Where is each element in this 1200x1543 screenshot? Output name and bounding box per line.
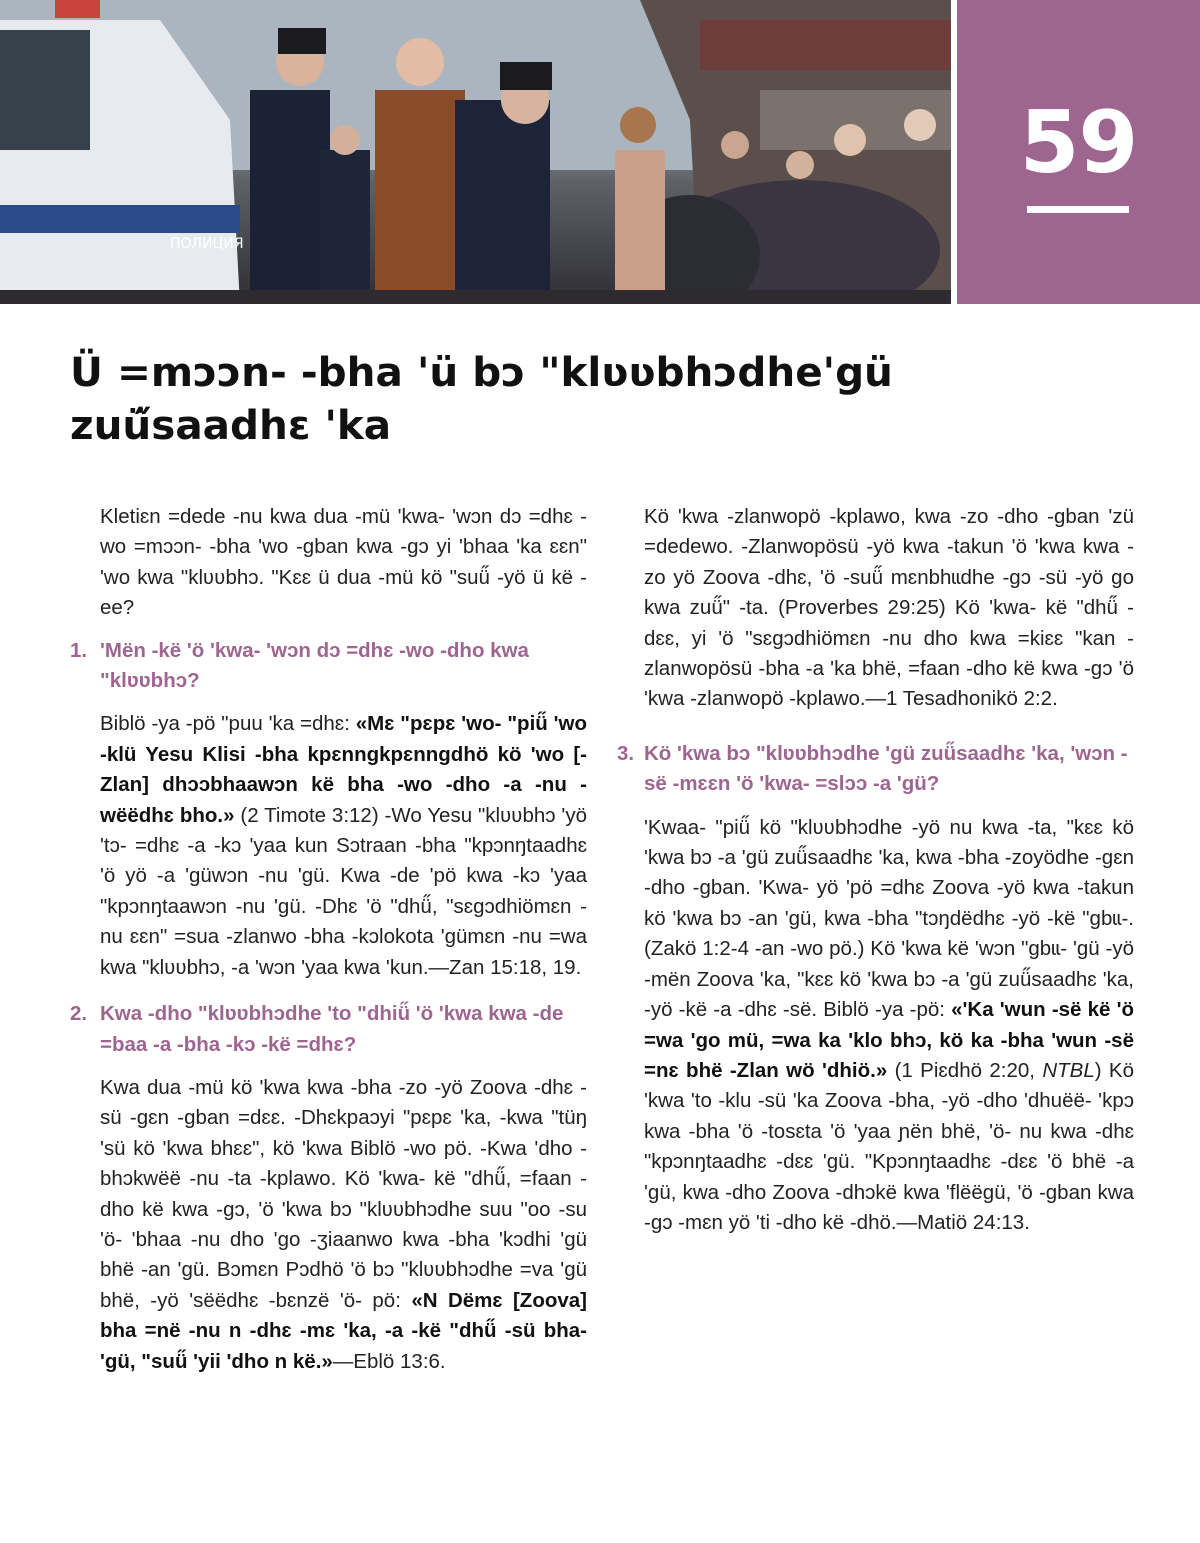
answer-3-rest: ) Kö 'kwa 'to -klu -sü 'ka Zoova -bha, -yö -dho 'dhuëë- 'kpɔ kwa -bha 'ö -tosɛta 'ö 'yaa ɲën bhë, 'ö- nu kwa -dhɛ "kpɔnŋtaadhɛ -dɛɛ 'gü. "Kpɔnŋtaadhɛ -dɛɛ 'ö bhë -a 'gü, kwa -dho Zoova -dhɔkë kwa 'flëëgü, 'ö -gban kwa -gɔ -mɛn yö 'ti -dho kë -dhö.—Matiö 24:13. (644, 1058, 1134, 1234)
answer-3-paragraph (617, 813, 1134, 1239)
question-2-number: 2. (70, 1002, 88, 1026)
answer-2-paragraph (70, 1073, 587, 1377)
header-photo (0, 0, 951, 304)
answer-3-citation: (1 Piɛdhö 2:20, (887, 1058, 1043, 1082)
lesson-title-line-1: Ü =mɔɔn- -bha 'ü bɔ "klʋʋbhɔdhe'gü (70, 348, 893, 396)
answer-3-quote: «'Ka 'wun -së kë 'ö =wa 'go mü, =wa ka 'klo bhɔ, kö ka -bha 'wun -së =nɛ bhë -Zlan wö 'dhiö.» (644, 998, 1134, 1082)
lesson-title (70, 346, 1130, 452)
question-1-number: 1. (70, 638, 88, 662)
arrest-photo-icon (0, 0, 951, 304)
answer-3-lead: 'Kwaa- "piü̋ kö "klʋʋbhɔdhe -yö nu kwa -ta, "kɛɛ kö 'kwa bɔ -a 'gü zuü̋saadhɛ 'ka, kwa -bha -zoyödhe -gɛn -dho -gban. 'Kwa- yö 'pö =dhɛ Zoova -yö kwa -takun kö 'kwa bɔ -an 'gü, kwa -bha "tɔŋdëdhɛ -yö -kë "gbɩɩ-. (Zakö 1:2-4 -an -wo pö.) Kö 'kwa kë 'wɔn "gbɩɩ- 'gü -yö -mën Zoova 'ka, "kɛɛ kö 'kwa bɔ -a 'gü zuü̋saadhɛ 'ka, -yö -kë -a -dhɛ -së. Biblö -ya -pö: (644, 815, 1134, 1022)
question-2 (70, 999, 587, 1060)
answer-1-quote: «Mɛ "pɛpɛ 'wo- "piü̋ 'wo -klü Yesu Klisi -bha kpɛnngkpɛnngdhö kö 'wo [-Zlan] dhɔɔbhaawɔn kë bha -wo -dho -a -nu -wëëdhɛ bho.» (100, 712, 587, 827)
left-column (70, 502, 587, 1389)
question-1-text: 'Mën -kë 'ö 'kwa- 'wɔn dɔ =dhɛ -wo -dho kwa "klʋʋbhɔ? (100, 638, 529, 693)
answer-3-translation: NTBL (1042, 1058, 1095, 1082)
answer-1-paragraph (70, 709, 587, 983)
svg-text:ПОЛИЦИЯ: ПОЛИЦИЯ (170, 236, 244, 252)
answer-2-quote: «N Dëmɛ [Zoova] bha =në -nu n -dhɛ -mɛ 'ka, -a -kë "dhü̋ -sü bha- 'gü, "suü̋ 'yii 'dho n kë.» (100, 1288, 587, 1373)
answer-2-reference: —Eblö 13:6. (332, 1349, 446, 1373)
intro-paragraph: Kletiɛn =dede -nu kwa dua -mü 'kwa- 'wɔn dɔ =dhɛ -wo =mɔɔn- -bha 'wo -gban kwa -gɔ yi 'bhaa 'ka ɛɛn" 'wo kwa "klʋʋbhɔ. "Kɛɛ ü dua -mü kö "suü̋ -yö ü kë -ee? (100, 505, 587, 620)
lesson-number-badge (957, 0, 1200, 304)
answer-1-rest: (2 Timote 3:12) -Wo Yesu "klʋʋbhɔ 'yö 'tɔ- =dhɛ -a -kɔ 'yaa kun Sɔtraan -bha "kpɔnŋtaadhɛ 'ö yö -a 'güwɔn -nu 'gü. Kwa -de 'pö kwa -kɔ 'yaa "kpɔnŋtaawɔn -nu 'gü. -Dhɛ 'ö "dhü̋, "sɛgɔdhiömɛn -nu ɛɛn" =sua -zlanwo -bha -kɔlokota 'gümɛn -nu =wa kwa "klʋʋbhɔ, -a 'wɔn 'yaa kwa 'kun.—Zan 15:18, 19. (100, 803, 587, 979)
answer-2-lead: Kwa dua -mü kö 'kwa kwa -bha -zo -yö Zoova -dhɛ -sü -gɛn -gban =dɛɛ. -Dhɛkpaɔyi "pɛpɛ 'ka, -kwa "tüŋ 'sü kö 'kwa bhɛɛ", kö 'kwa Biblö -wo pö. -Kwa 'dho -bhɔkwëë -nu -ta -kplawo. Kö 'kwa- kë "dhü̋, =faan -dho kë kwa -gɔ, 'ö 'kwa bɔ "klʋʋbhɔdhe suu "oo -su 'ö- 'bhaa -nu dho 'go -ʒiaanwo kwa -bha 'kɔdhi 'gü bhë -an 'gü. Bɔmɛn Pɔdhö 'ö bɔ "klʋʋbhɔdhe =va 'gü bhë, -yö 'sëëdhɛ -bɛnzë 'ö- pö: (100, 1075, 587, 1312)
continued-paragraph: Kö 'kwa -zlanwopö -kplawo, kwa -zo -dho -gban 'zü =dedewo. -Zlanwopösü -yö kwa -takun 'ö 'kwa kwa -zo yö Zoova -dhɛ, 'ö -suü̋ mɛnbhɩɩdhe -gɔ -sü -yö go kwa zuü̋" -ta. (Proverbes 29:25) Kö 'kwa- kë "dhü̋ -dɛɛ, yi 'ö "sɛgɔdhiömɛn -nu dho kwa =kiɛɛ "kan -zlanwopösü -bha -a 'ka bhë, =faan -dho kë kwa -gɔ 'ö 'kwa -zlanwopö -kplawo.—1 Tesadhonikö 2:2. (644, 505, 1134, 711)
badge-underline (1027, 206, 1129, 213)
question-3-number: 3. (617, 741, 635, 765)
right-column (617, 502, 1134, 1250)
lesson-title-line-2: zuü̋saadhɛ 'ka (70, 401, 392, 449)
question-1 (70, 636, 587, 697)
question-2-text: Kwa -dho "klʋʋbhɔdhe 'to "dhiü̋ 'ö 'kwa kwa -de =baa -a -bha -kɔ -kë =dhɛ? (100, 1002, 564, 1056)
lesson-number: 59 (1019, 93, 1138, 193)
question-3-text: Kö 'kwa bɔ "klʋʋbhɔdhe 'gü zuü̋saadhɛ 'ka, 'wɔn -së -mɛɛn 'ö 'kwa- =slɔɔ -a 'gü? (644, 741, 1128, 796)
question-3 (617, 739, 1134, 800)
answer-1-lead: Biblö -ya -pö "puu 'ka =dhɛ: (100, 712, 356, 736)
